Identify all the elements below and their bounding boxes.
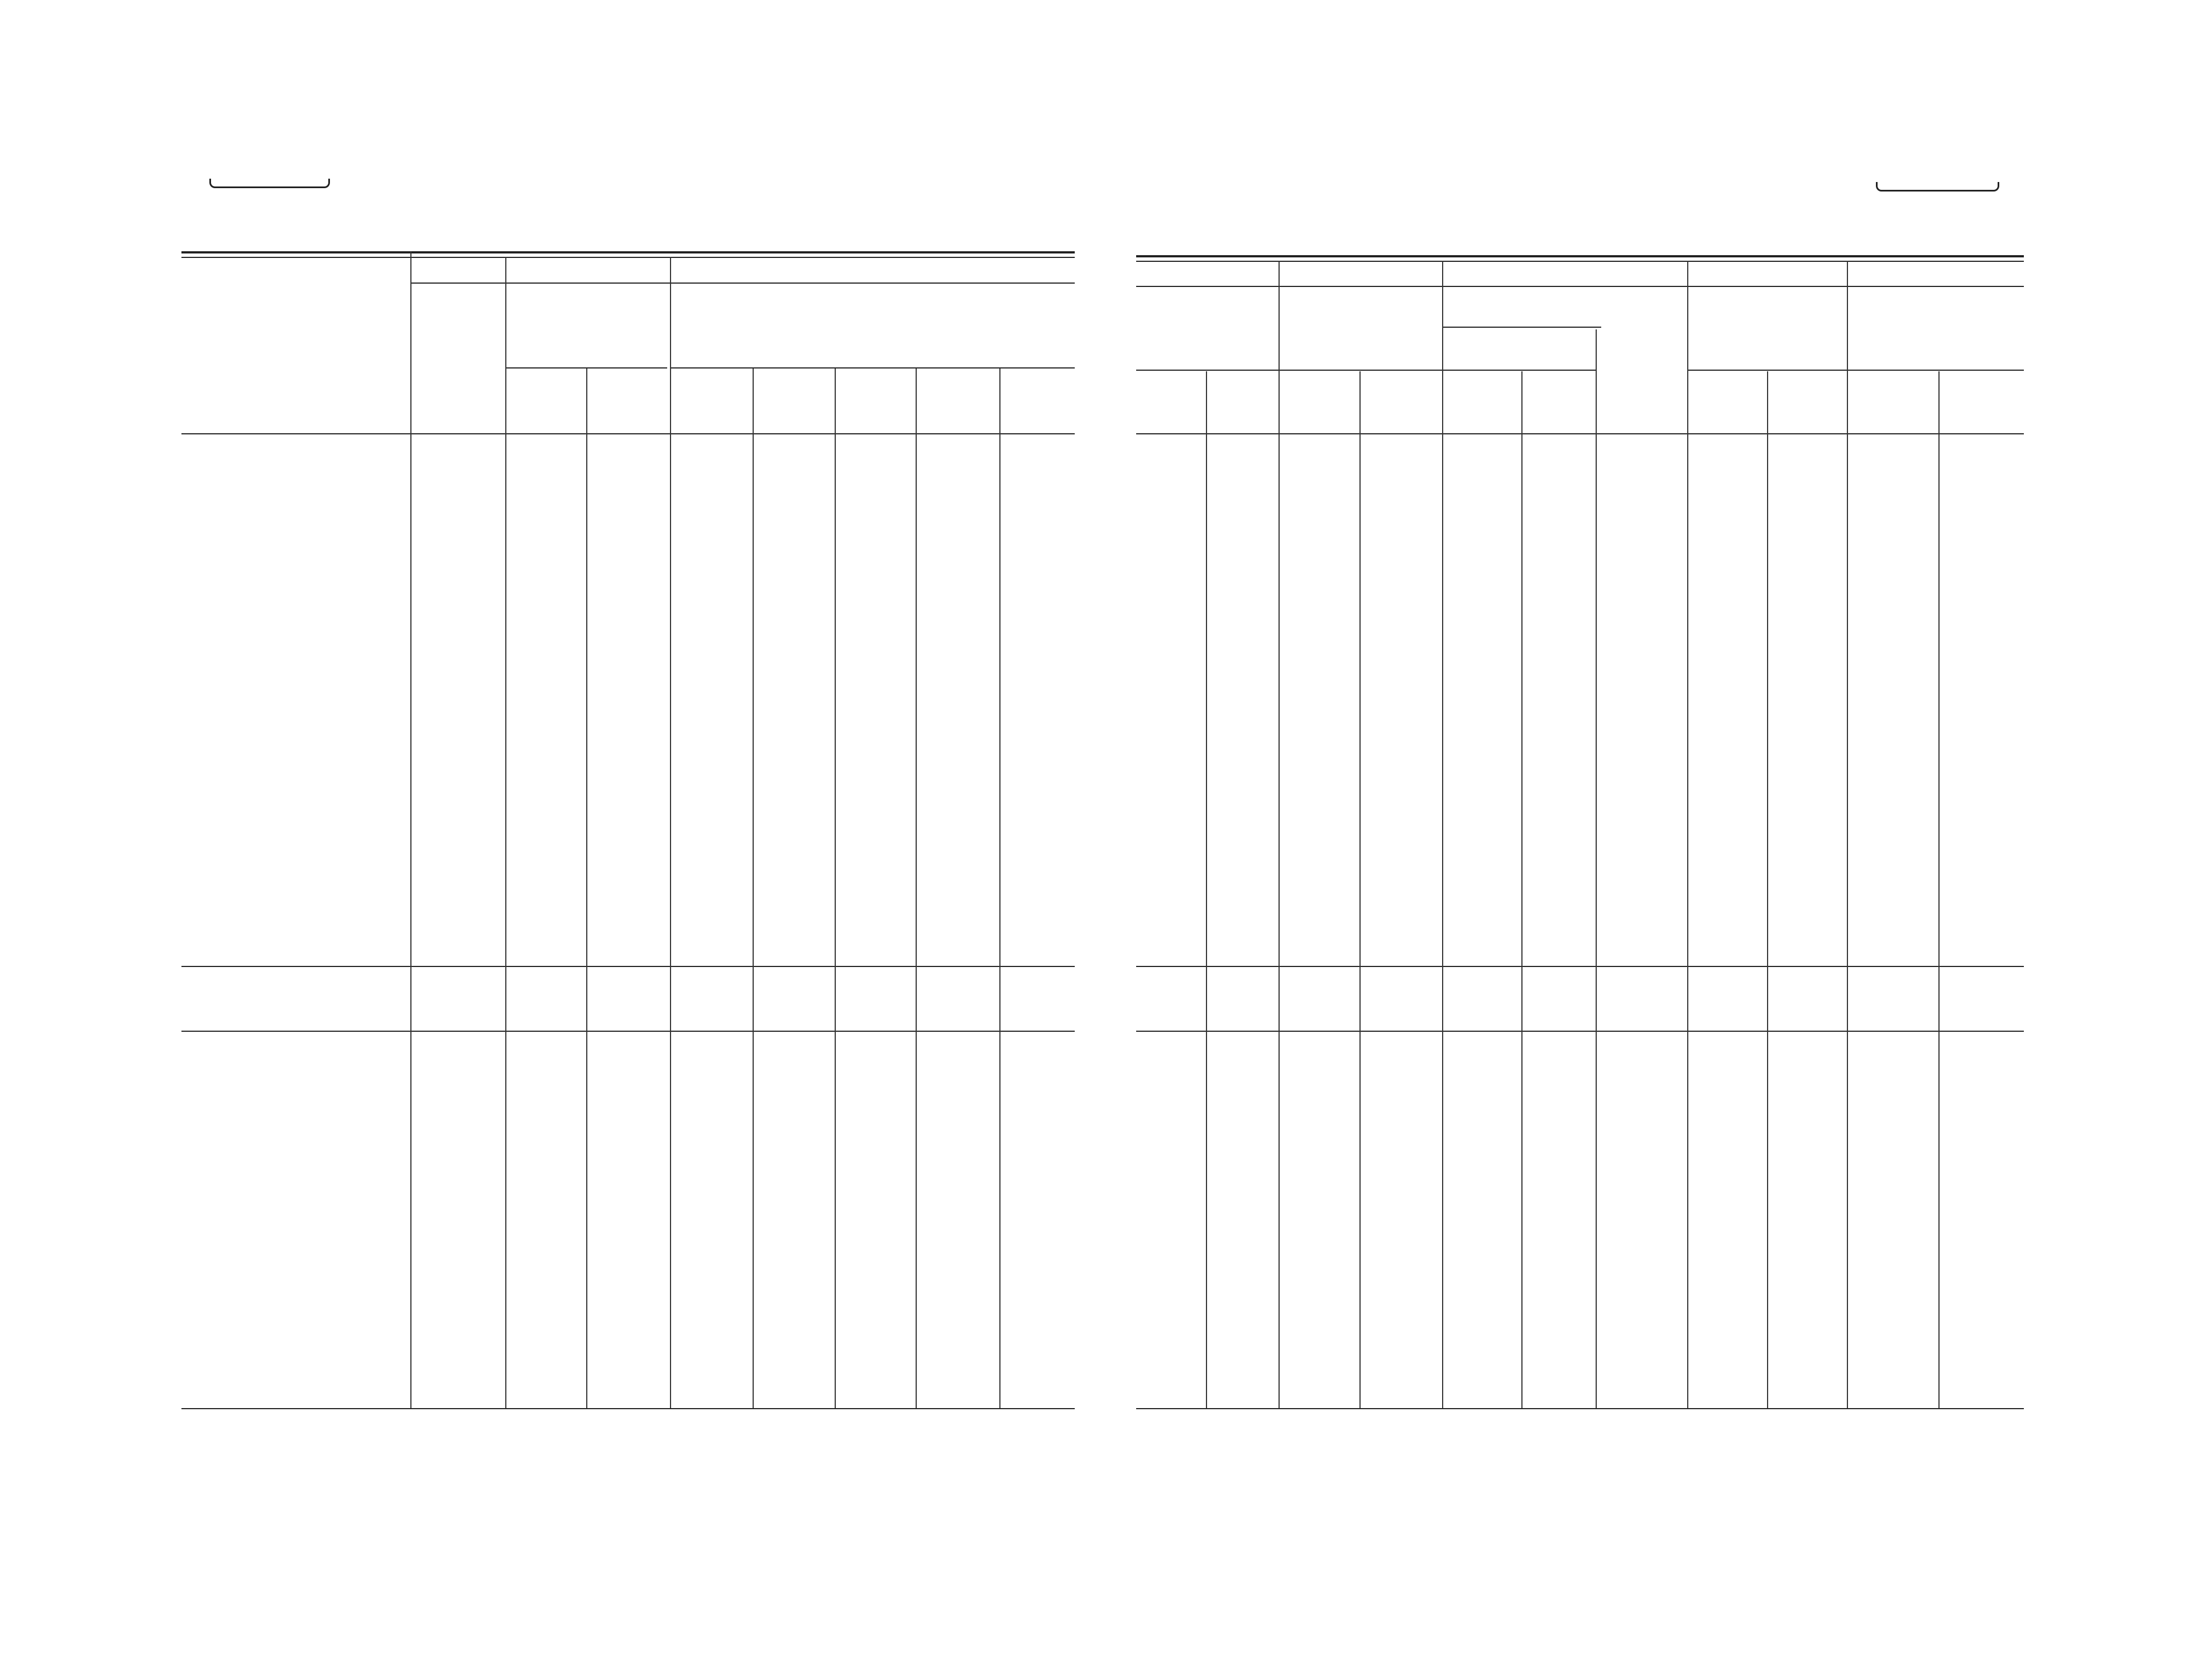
col-divider	[1847, 261, 1848, 1408]
col-divider	[1938, 371, 1940, 1408]
rule	[181, 257, 1075, 258]
col-divider	[1687, 261, 1688, 1408]
rule	[1136, 1408, 2024, 1409]
col-divider	[1521, 371, 1522, 1408]
col-divider	[753, 368, 754, 1408]
left-brace	[209, 179, 330, 188]
col-divider	[1206, 371, 1207, 1408]
right-brace	[1876, 182, 1999, 192]
rule	[410, 283, 1075, 284]
rule	[181, 251, 1075, 253]
col-divider	[1359, 371, 1361, 1408]
col-divider	[505, 257, 506, 1408]
rule	[1442, 327, 1601, 328]
col-divider	[410, 251, 411, 1408]
col-divider	[1596, 329, 1597, 1408]
col-divider	[1442, 261, 1443, 1408]
rule	[1687, 370, 2024, 371]
col-divider	[1279, 261, 1280, 1408]
col-divider	[1767, 371, 1768, 1408]
rule	[1136, 966, 2024, 967]
rule	[181, 1031, 1075, 1032]
rule	[181, 966, 1075, 967]
rule	[1442, 370, 1596, 371]
rule	[1136, 370, 1442, 371]
rule	[1136, 1031, 2024, 1032]
rule	[1136, 261, 2024, 262]
rule	[1136, 255, 2024, 257]
col-divider	[586, 368, 587, 1408]
col-divider	[835, 368, 836, 1408]
rule	[181, 433, 1075, 434]
rule	[1136, 286, 2024, 287]
col-divider	[670, 257, 671, 1408]
col-divider	[916, 368, 917, 1408]
rule	[670, 367, 1075, 368]
rule	[181, 1408, 1075, 1409]
rule	[1136, 433, 2024, 434]
col-divider	[999, 368, 1000, 1408]
